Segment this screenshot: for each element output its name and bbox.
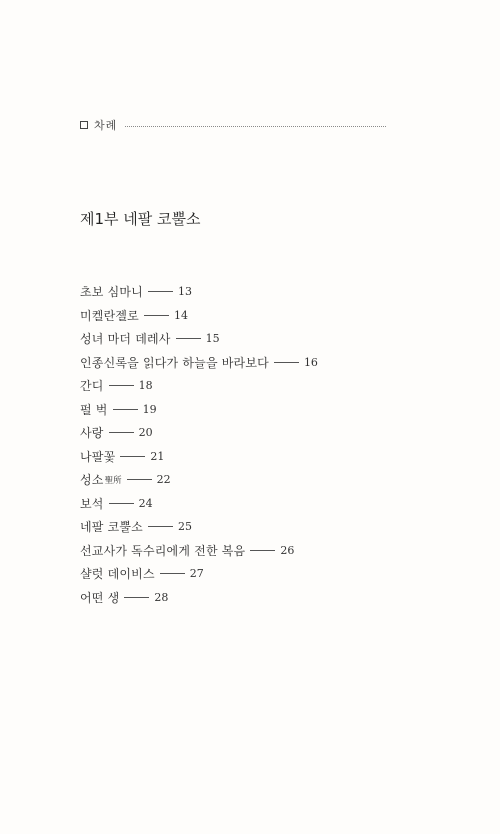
toc-entry[interactable] (80, 374, 318, 398)
toc-entry-page: 20 (138, 426, 153, 440)
leader-dash (120, 456, 145, 457)
toc-entry[interactable] (80, 421, 318, 445)
toc-entry[interactable] (80, 327, 318, 351)
contents-heading: 차례 (94, 119, 118, 132)
toc-entry-title: 간디 (80, 379, 104, 394)
toc-entry-hanja: 聖所 (104, 475, 122, 486)
toc-entry-page: 16 (303, 355, 318, 369)
leader-dash (113, 409, 138, 410)
toc-entry-page: 19 (142, 402, 157, 416)
toc-entry-title: 샬럿 데이비스 (80, 567, 155, 582)
toc-entry-page: 22 (156, 473, 171, 487)
toc-entry[interactable] (80, 468, 318, 492)
toc-entry-page: 28 (154, 590, 169, 604)
leader-dash (124, 597, 149, 598)
toc-entry-title: 어떤 생 (80, 590, 120, 605)
toc-entry-page: 18 (138, 379, 153, 393)
toc-entry[interactable] (80, 445, 318, 469)
toc-entry-page: 24 (138, 496, 153, 510)
dotted-rule (125, 126, 386, 127)
toc-entry-page: 15 (205, 332, 220, 346)
toc-entry-title: 보석 (80, 496, 104, 511)
toc-entry[interactable] (80, 304, 318, 328)
leader-dash (148, 526, 173, 527)
toc-entry-title: 펄 벅 (80, 402, 108, 417)
leader-dash (109, 385, 134, 386)
toc-entry-page: 25 (177, 520, 192, 534)
toc-entry-title: 미켈란젤로 (80, 308, 139, 323)
square-bullet-icon (80, 121, 88, 129)
toc-entry[interactable] (80, 280, 318, 304)
contents-header (80, 117, 386, 133)
toc-entry[interactable] (80, 398, 318, 422)
toc-entry-title: 네팔 코뿔소 (80, 520, 143, 535)
toc-entry[interactable] (80, 492, 318, 516)
toc-list (80, 280, 318, 609)
leader-dash (274, 362, 299, 363)
toc-entry-page: 13 (177, 285, 192, 299)
toc-entry[interactable] (80, 515, 318, 539)
part-title: 제1부 네팔 코뿔소 (80, 210, 201, 228)
toc-entry-title: 사랑 (80, 426, 104, 441)
leader-dash (144, 315, 169, 316)
leader-dash (127, 479, 152, 480)
toc-entry-title: 나팔꽃 (80, 449, 116, 464)
toc-entry-page: 27 (189, 567, 204, 581)
toc-entry[interactable] (80, 562, 318, 586)
toc-entry-title: 선교사가 독수리에게 전한 복음 (80, 543, 246, 558)
leader-dash (176, 338, 201, 339)
toc-entry-page: 14 (173, 308, 188, 322)
toc-entry-title: 초보 심마니 (80, 285, 143, 300)
toc-entry-title: 성소 (80, 473, 104, 488)
toc-entry-title: 성녀 마더 데레사 (80, 332, 171, 347)
leader-dash (148, 291, 173, 292)
leader-dash (109, 503, 134, 504)
leader-dash (250, 550, 275, 551)
leader-dash (109, 432, 134, 433)
toc-entry-page: 21 (150, 449, 165, 463)
toc-entry[interactable] (80, 586, 318, 610)
toc-entry-page: 26 (280, 543, 295, 557)
toc-entry-title: 인종신록을 읽다가 하늘을 바라보다 (80, 355, 269, 370)
leader-dash (160, 573, 185, 574)
toc-entry[interactable] (80, 351, 318, 375)
toc-entry[interactable] (80, 539, 318, 563)
